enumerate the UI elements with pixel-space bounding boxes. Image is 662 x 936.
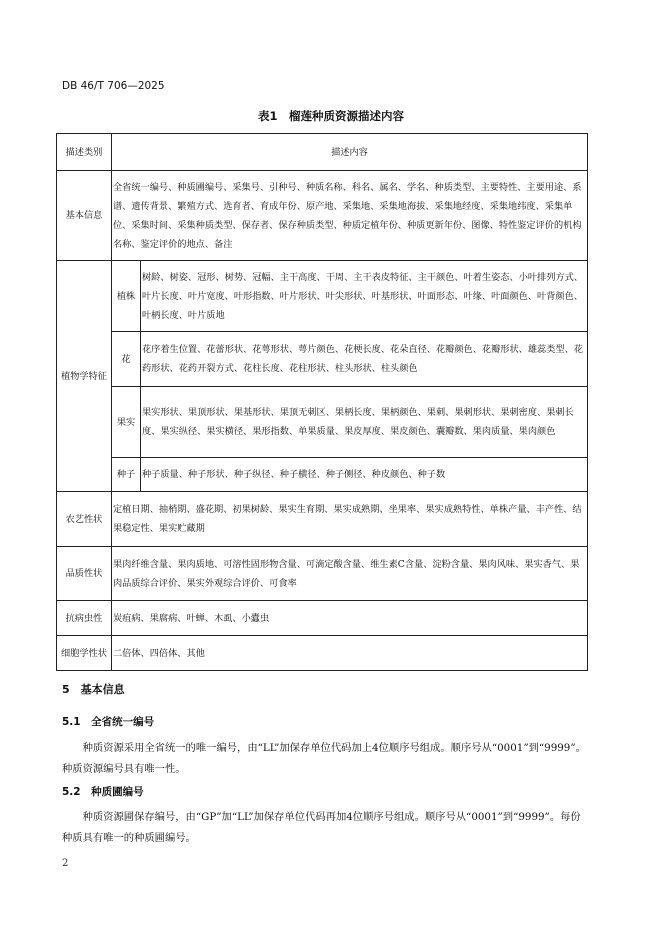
section-5-2-paragraph: 种质资源圃保存编号，由“GP”加“LL”加保存单位代码再加4位顺序号组成。顺序号从“0001”到“9999”。每份种质具有唯一的种质圃编号。 (62, 811, 581, 844)
table-row-cytology (57, 636, 588, 671)
subcategory-flower: 花 (112, 332, 141, 387)
section-5-2-heading: 5.2 种质圃编号 (62, 786, 144, 798)
page-number: 2 (62, 858, 69, 869)
table-row-basic (57, 171, 588, 261)
category-cytology: 细胞学性状 (57, 636, 112, 671)
category-basic: 基本信息 (57, 171, 112, 261)
description-table (56, 133, 588, 671)
content-cytology: 二倍体、四倍体、其他 (112, 636, 588, 671)
table-header-row (57, 134, 588, 171)
section-5-1-paragraph: 种质资源采用全省统一的唯一编号，由“LL”加保存单位代码加上4位顺序号组成。顺序号从“0001”到“9999”。种质资源编号具有唯一性。 (62, 742, 586, 775)
table-row-seed (57, 458, 588, 492)
table-row-quality (57, 547, 588, 601)
content-flower: 花序着生位置、花蕾形状、花萼形状、萼片颜色、花梗长度、花朵直径、花瓣颜色、花瓣形状、雄蕊类型、花药形状、花药开裂方式、花柱长度、花柱形状、柱头形状、柱头颜色 (141, 332, 588, 387)
section-5-1-heading: 5.1 全省统一编号 (62, 716, 155, 728)
category-botanical: 植物学特征 (57, 261, 112, 492)
subcategory-plant: 植株 (112, 261, 141, 332)
table-row-flower (57, 332, 588, 387)
table-title: 表1 榴莲种质资源描述内容 (257, 109, 404, 123)
doc-code: DB 46/T 706—2025 (62, 80, 165, 92)
content-seed: 种子质量、种子形状、种子纵径、种子横径、种子侧径、种皮颜色、种子数 (141, 458, 588, 492)
category-quality: 品质性状 (57, 547, 112, 601)
content-quality: 果肉纤维含量、果肉质地、可溶性固形物含量、可滴定酸含量、维生素C含量、淀粉含量、果肉风味、果实香气、果肉品质综合评价、果实外观综合评价、可食率 (112, 547, 588, 601)
content-agronomic: 定植日期、抽梢期、盛花期、初果树龄、果实生育期、果实成熟期、坐果率、果实成熟特性、单株产量、丰产性、结果稳定性、果实贮藏期 (112, 492, 588, 547)
content-resistance: 炭疽病、果腐病、叶蝉、木虱、小蠹虫 (112, 601, 588, 636)
subcategory-seed: 种子 (112, 458, 141, 492)
section-5-heading: 5 基本信息 (62, 683, 125, 696)
content-basic: 全省统一编号、种质圃编号、采集号、引种号、种质名称、科名、属名、学名、种质类型、主要特性、主要用途、系谱、遗传背景、繁殖方式、选育者、育成年份、原产地、采集地、采集地海拔、采集地经度、采集地纬度、采集单位、采集时间、采集种质类型、保存者、保存种质类型、种质定植年份、种质更新年份、图像、特性鉴定评价的机构名称、鉴定评价的地点、备注 (112, 171, 588, 261)
content-fruit: 果实形状、果顶形状、果基形状、果顶无刺区、果柄长度、果柄颜色、果刺、果刺形状、果刺密度、果刺长度、果实纵径、果实横径、果形指数、单果质量、果皮厚度、果皮颜色、囊瓣数、果肉质量、果肉颜色 (141, 387, 588, 458)
table-row-agronomic (57, 492, 588, 547)
table-row-resistance (57, 601, 588, 636)
table-row-plant (57, 261, 588, 332)
header-content: 描述内容 (112, 134, 588, 171)
content-plant: 树龄、树姿、冠形、树势、冠幅、主干高度、干周、主干表皮特征、主干颜色、叶着生姿态、小叶排列方式、叶片长度、叶片宽度、叶形指数、叶片形状、叶尖形状、叶基形状、叶面形态、叶缘、叶面颜色、叶背颜色、叶柄长度、叶片质地 (141, 261, 588, 332)
category-resistance: 抗病虫性 (57, 601, 112, 636)
subcategory-fruit: 果实 (112, 387, 141, 458)
header-category: 描述类别 (57, 134, 112, 171)
table-row-fruit (57, 387, 588, 458)
category-agronomic: 农艺性状 (57, 492, 112, 547)
